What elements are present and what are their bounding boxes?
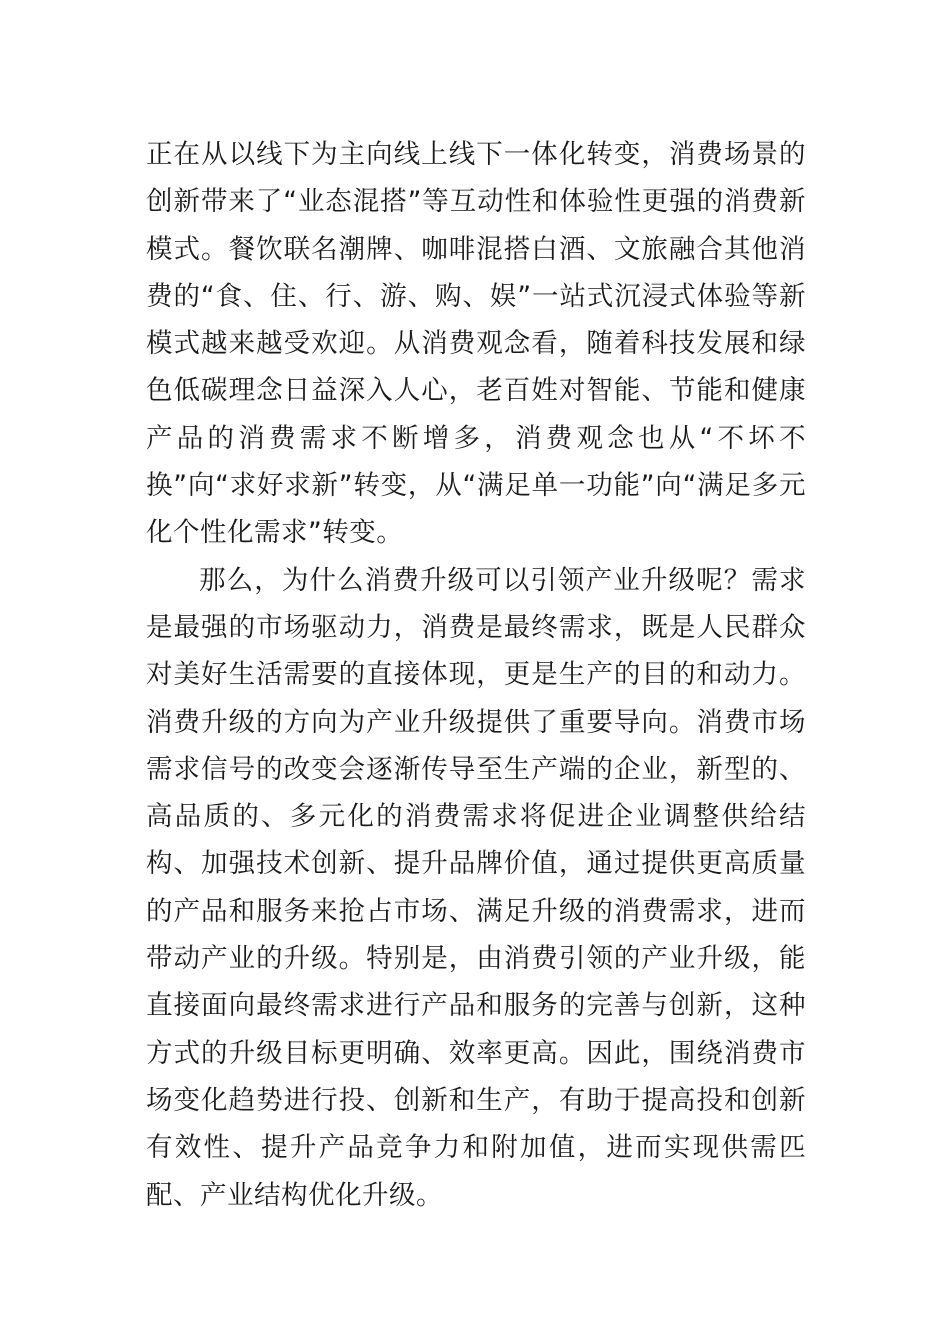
paragraph-2: 那么，为什么消费升级可以引领产业升级呢？需求是最强的市场驱动力，消费是最终需求，既是人民群众对美好生活需要的直接体现，更是生产的目的和动力。消费升级的方向为产业升级提供了重要导向。消费市场需求信号的改变会逐渐传导至生产端的企业，新型的、高品质的、多元化的消费需求将促进企业调整供给结构、加强技术创新、提升品牌价值，通过提供更高质量的产品和服务来抢占市场、满足升级的消费需求，进而带动产业的升级。特别是，由消费引领的产业升级，能直接面向最终需求进行产品和服务的完善与创新，这种方式的升级目标更明确、效率更高。因此，围绕消费市场变化趋势进行投、创新和生产，有助于提高投和创新有效性、提升产品竞争力和附加值，进而实现供需匹配、产业结构优化升级。 — [146, 564, 806, 1211]
document-body — [146, 131, 806, 1219]
paragraph-1: 正在从以线下为主向线上线下一体化转变，消费场景的创新带来了“业态混搭”等互动性和体验性更强的消费新模式。餐饮联名潮牌、咖啡混搭白酒、文旅融合其他消费的“食、住、行、游、购、娱”一站式沉浸式体验等新模式越来越受欢迎。从消费观念看，随着科技发展和绿色低碳理念日益深入人心，老百姓对智能、节能和健康产品的消费需求不断增多，消费观念也从“不坏不换”向“求好求新”转变，从“满足单一功能”向“满足多元化个性化需求”转变。 — [146, 139, 806, 549]
